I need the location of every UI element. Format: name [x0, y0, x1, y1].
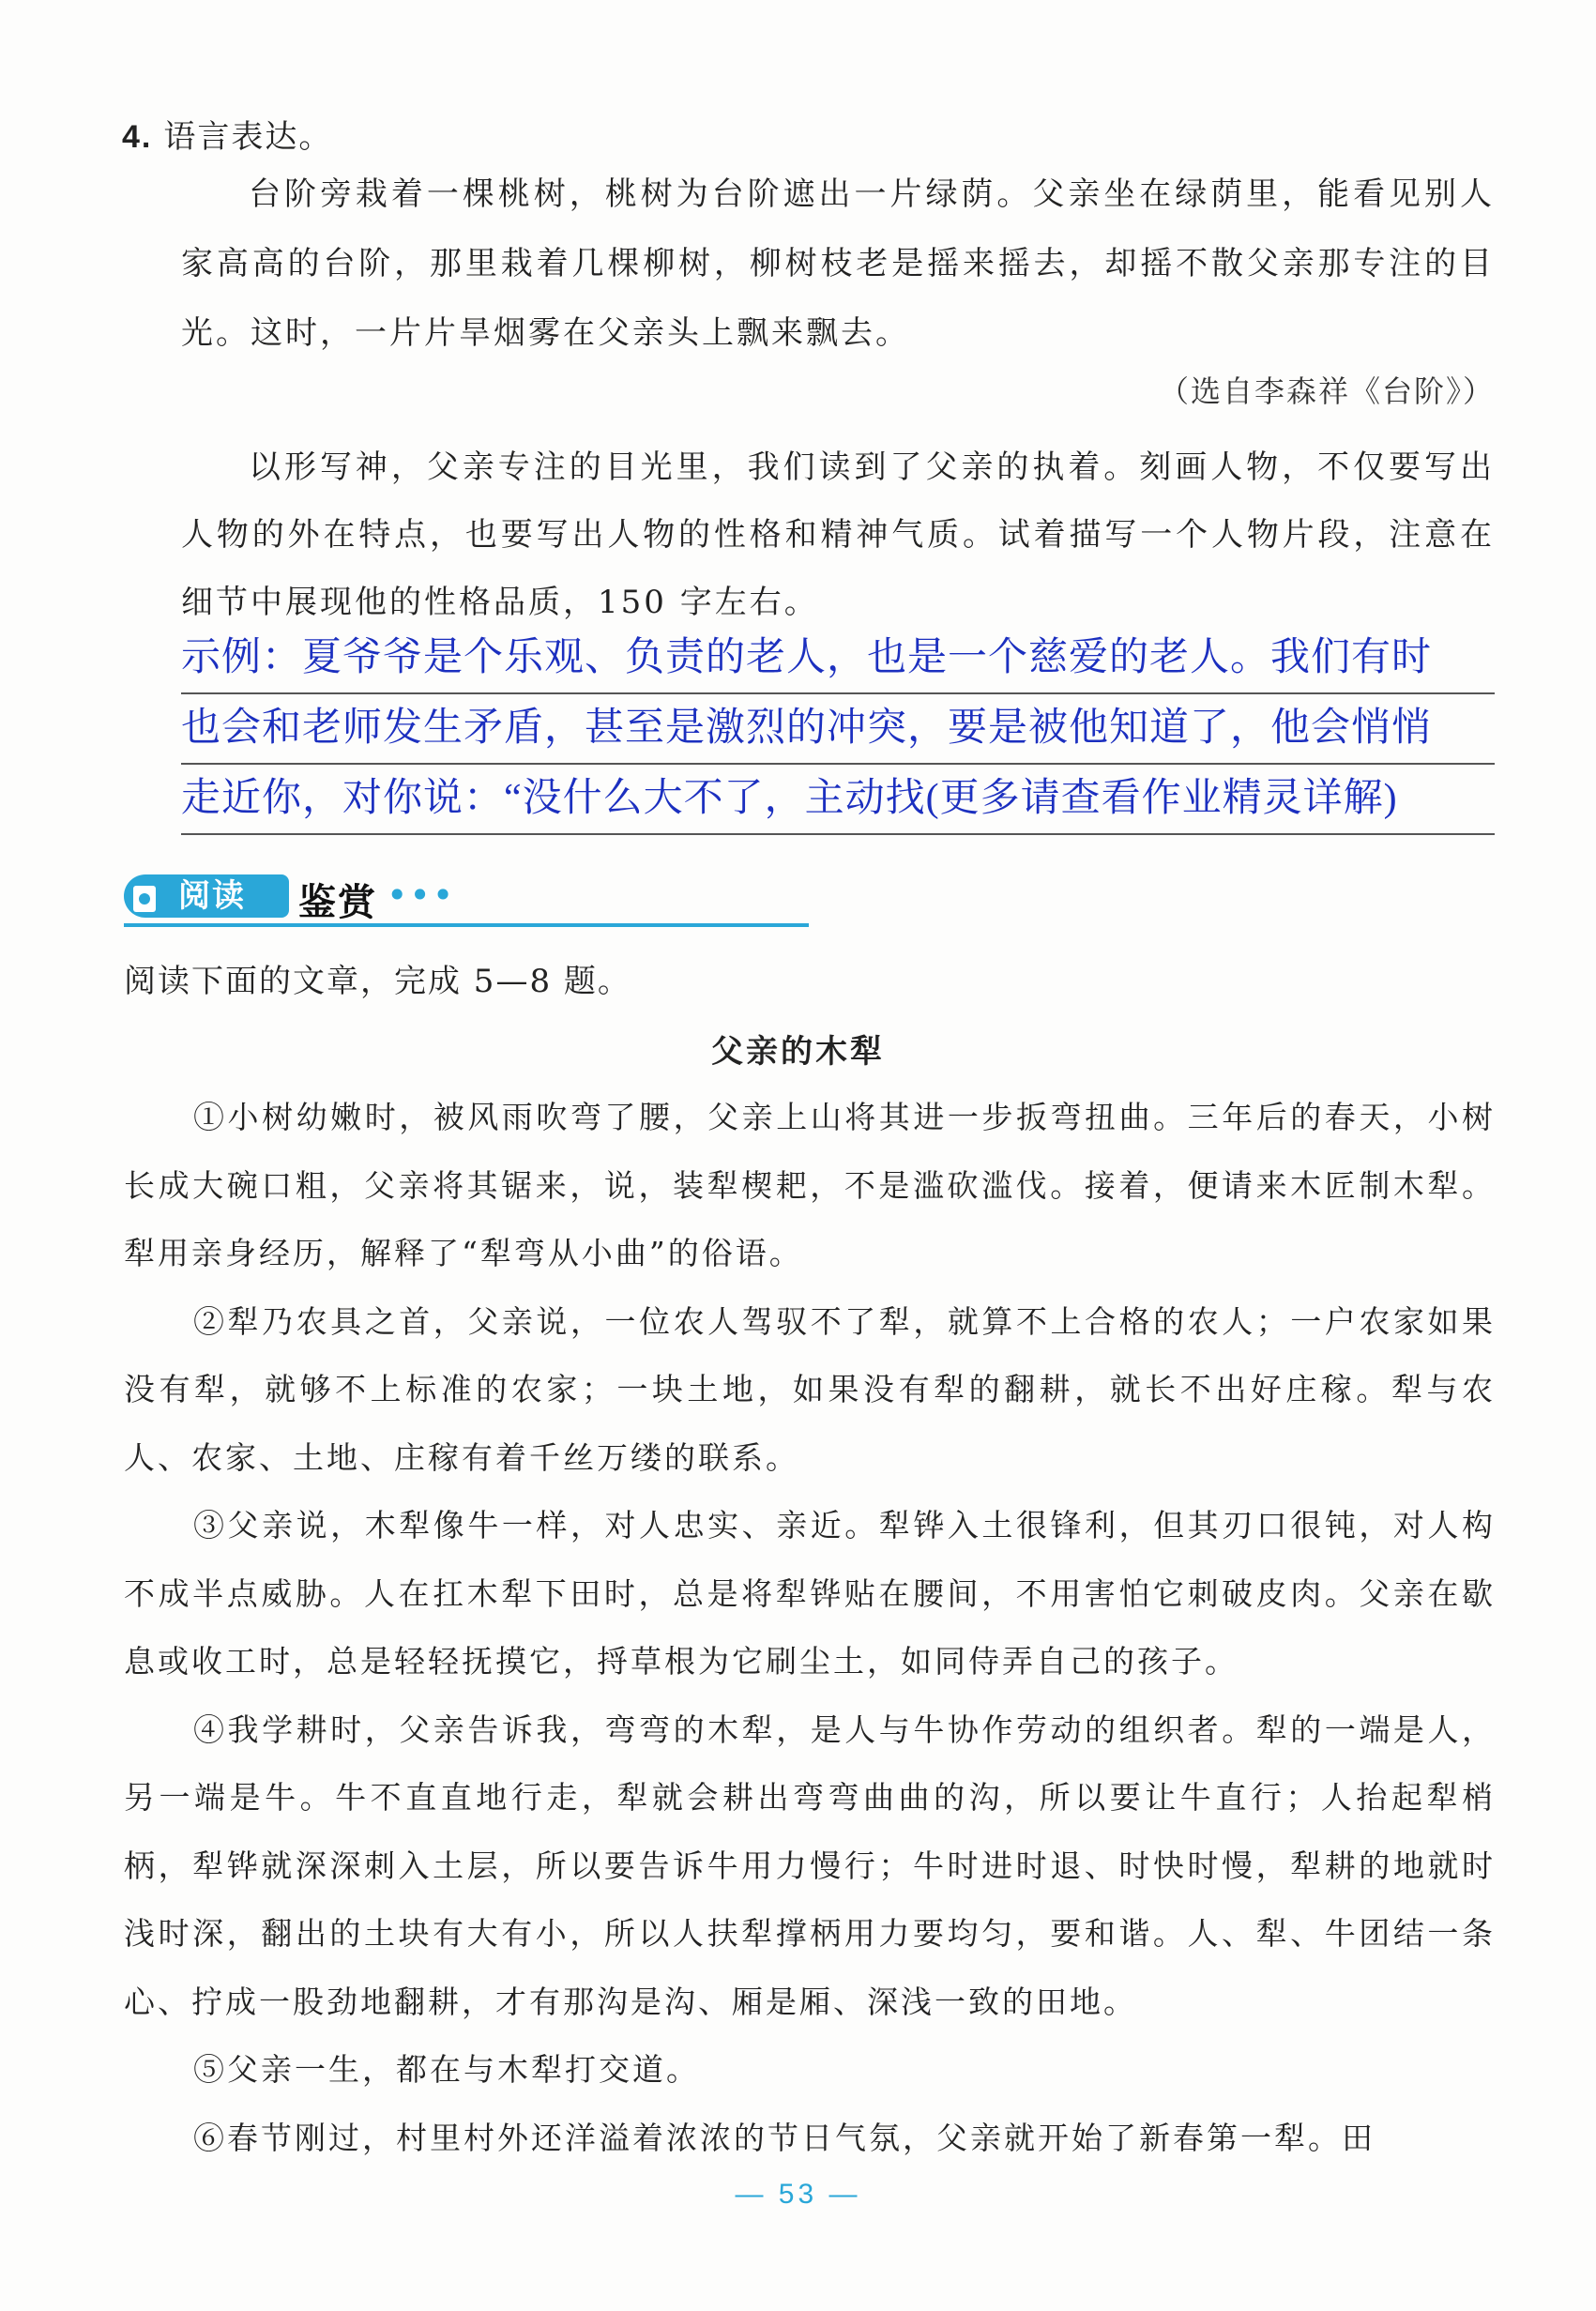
- question-passage: 台阶旁栽着一棵桃树，桃树为台阶遮出一片绿荫。父亲坐在绿荫里，能看见别人家高高的台阶，那里栽着几棵柳树，柳树枝老是摇来摇去，却摇不散父亲那专注的目光。这时，一片片旱烟雾在父亲头上飘来飘去。: [181, 175, 1495, 352]
- section-tag: [124, 874, 289, 918]
- question-number: 4.: [122, 119, 153, 155]
- section-title: 鉴赏: [298, 882, 377, 923]
- question-title: 语言表达。: [163, 118, 333, 156]
- section-dots: •••: [387, 874, 456, 916]
- article-paragraph: ④我学耕时，父亲告诉我，弯弯的木犁，是人与牛协作劳动的组织者。犁的一端是人，另一端是牛。牛不直直地行走，犁就会耕出弯弯曲曲的沟，所以要让牛直行；人抬起犁梢柄，犁铧就深深刺入土层，所以要告诉牛用力慢行；牛时进时退、时快时慢，犁耕的地就时浅时深，翻出的土块有大有小，所以人扶犁撑柄用力要均匀，要和谐。人、犁、牛团结一条心、拧成一股劲地翻耕，才有那沟是沟、厢是厢、深浅一致的田地。: [124, 1710, 1496, 2020]
- question-heading: [122, 111, 332, 157]
- article-paragraph: ①小树幼嫩时，被风雨吹弯了腰，父亲上山将其进一步扳弯扭曲。三年后的春天，小树长成大碗口粗，父亲将其锯来，说，装犁楔耙，不是滥砍滥伐。接着，便请来木匠制木犁。犁用亲身经历，解释了“犁弯从小曲”的俗语。: [124, 1099, 1496, 1271]
- passage-source: （选自李森祥《台阶》）: [1158, 373, 1495, 409]
- page-number: — 53 —: [735, 2179, 861, 2210]
- answer-line: 也会和老师发生矛盾，甚至是激烈的冲突，要是被他知道了，他会悄悄: [181, 694, 1495, 765]
- answer-line: 走近你，对你说：“没什么大不了，主动找(更多请查看作业精灵详解): [181, 765, 1495, 835]
- section-banner: [124, 871, 809, 923]
- question-prompt: 以形写神，父亲专注的目光里，我们读到了父亲的执着。刻画人物，不仅要写出人物的外在特点，也要写出人物的性格和精神气质。试着描写一个人物片段，注意在细节中展现他的性格品质，150 字左右。: [181, 449, 1495, 621]
- section-rule: [124, 923, 809, 927]
- article-paragraph: ⑥春节刚过，村里村外还洋溢着浓浓的节日气氛，父亲就开始了新春第一犁。田: [193, 2119, 1376, 2156]
- article-title: 父亲的木犁: [711, 1034, 885, 1070]
- article-paragraph: ③父亲说，木犁像牛一样，对人忠实、亲近。犁铧入土很锋利，但其刃口很钝，对人构不成半点威胁。人在扛木犁下田时，总是将犁铧贴在腰间，不用害怕它刺破皮肉。父亲在歇息或收工时，总是轻轻抚摸它，捋草根为它刷尘土，如同侍弄自己的孩子。: [124, 1507, 1496, 1680]
- article-paragraph: ⑤父亲一生，都在与木犁打交道。: [193, 2051, 700, 2088]
- reading-instruction: 阅读下面的文章，完成 5—8 题。: [124, 963, 631, 1000]
- book-icon: [133, 886, 156, 912]
- article-body: [124, 1084, 1496, 2172]
- section-tag-label: 阅读: [178, 878, 246, 914]
- article-paragraph: ②犁乃农具之首，父亲说，一位农人驾驭不了犁，就算不上合格的农人；一户农家如果没有犁，就够不上标准的农家；一块土地，如果没有犁的翻耕，就长不出好庄稼。犁与农人、农家、土地、庄稼有着千丝万缕的联系。: [124, 1302, 1496, 1476]
- answer-line: 示例：夏爷爷是个乐观、负责的老人，也是一个慈爱的老人。我们有时: [181, 624, 1495, 694]
- handwritten-answer: [181, 624, 1495, 835]
